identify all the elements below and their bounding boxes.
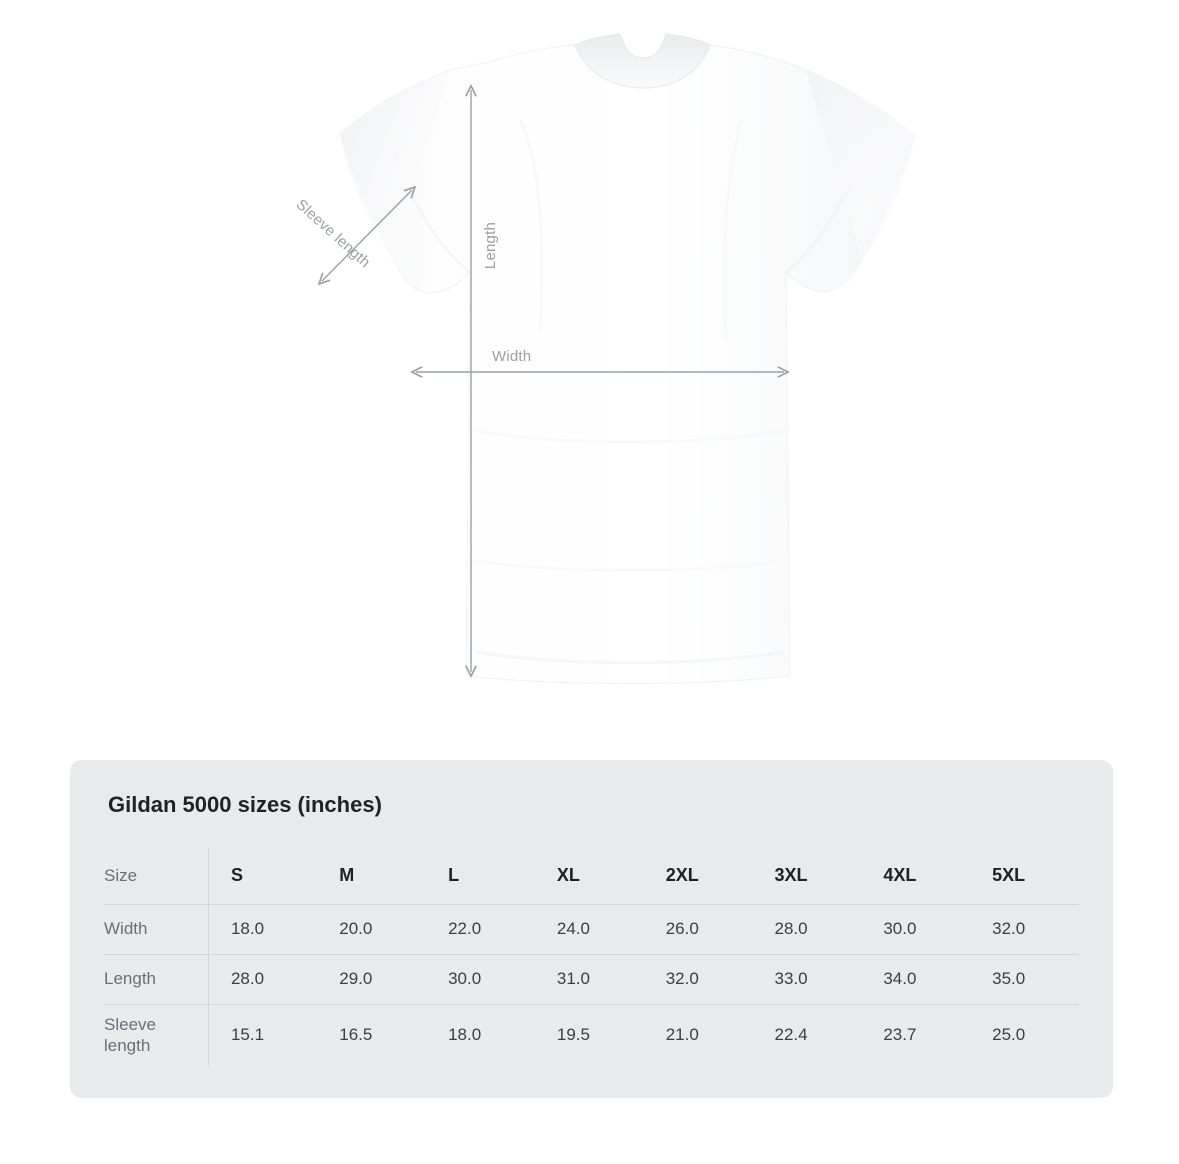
column-header-s: S [230,865,243,886]
length-label: Length [482,222,499,270]
column-header-m: M [339,865,355,886]
table-row [104,904,1079,954]
size-chart-table [104,848,1079,1066]
table-row [104,954,1079,1004]
cell-length-s: 28.0 [208,954,317,1004]
cell-sleeve-4xl: 23.7 [861,1004,970,1066]
cell-length-5xl: 35.0 [970,954,1079,1004]
cell-width-xl: 24.0 [535,904,644,954]
cell-length-4xl: 34.0 [861,954,970,1004]
cell-length-l: 30.0 [426,954,535,1004]
cell-width-m: 20.0 [317,904,426,954]
sleeve-length-label: Sleeve length [292,196,374,272]
column-header-l: L [448,865,460,886]
cell-width-5xl: 32.0 [970,904,1079,954]
cell-width-2xl: 26.0 [644,904,753,954]
tshirt-shape [340,34,915,684]
cell-length-m: 29.0 [317,954,426,1004]
cell-width-4xl: 30.0 [861,904,970,954]
size-chart-title: Gildan 5000 sizes (inches) [108,792,382,817]
table-header-row [104,848,1079,904]
column-header-3xl: 3XL [774,865,808,886]
cell-width-l: 22.0 [426,904,535,954]
column-header-size: Size [104,848,208,904]
cell-width-3xl: 28.0 [753,904,862,954]
cell-length-2xl: 32.0 [644,954,753,1004]
size-chart-card [70,760,1113,1098]
cell-length-3xl: 33.0 [753,954,862,1004]
column-header-5xl: 5XL [992,865,1026,886]
cell-width-s: 18.0 [208,904,317,954]
cell-sleeve-m: 16.5 [317,1004,426,1066]
row-label-width: Width [104,904,208,954]
cell-sleeve-l: 18.0 [426,1004,535,1066]
cell-sleeve-2xl: 21.0 [644,1004,753,1066]
cell-sleeve-s: 15.1 [208,1004,317,1066]
cell-sleeve-3xl: 22.4 [753,1004,862,1066]
row-label-sleeve-length [104,1004,208,1066]
column-header-xl: XL [556,865,580,886]
table-row [104,1004,1079,1066]
row-label-length: Length [104,954,208,1004]
width-label: Width [492,348,532,365]
cell-sleeve-5xl: 25.0 [970,1004,1079,1066]
row-label-sleeve-length-text: Sleeve length [104,1015,156,1056]
cell-length-xl: 31.0 [535,954,644,1004]
cell-sleeve-xl: 19.5 [535,1004,644,1066]
column-header-4xl: 4XL [883,865,917,886]
column-header-2xl: 2XL [665,865,699,886]
